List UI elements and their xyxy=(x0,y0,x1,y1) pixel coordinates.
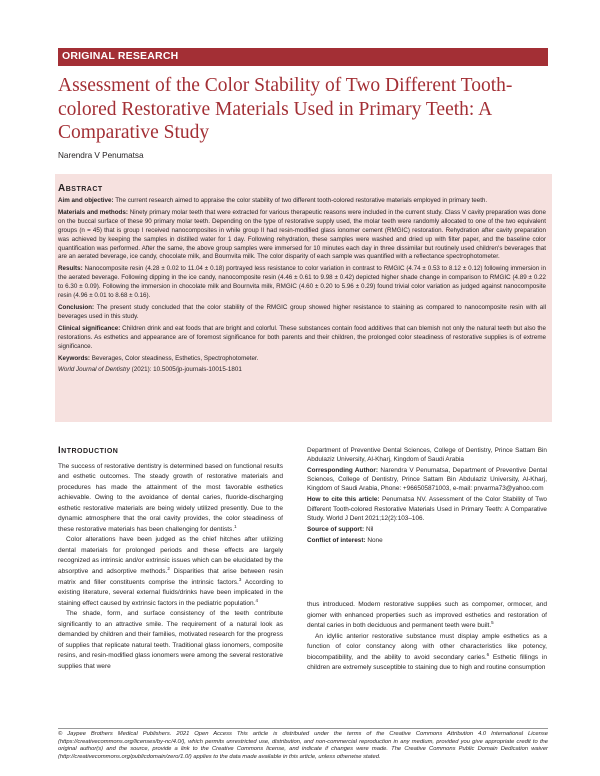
abstract-body xyxy=(58,197,546,378)
abstract-citation: World Journal of Dentistry (2021): 10.5005/jp-journals-10015-1801 xyxy=(58,366,242,374)
abstract-results: Results: Nanocomposite resin (4.28 ± 0.02 to 11.04 ± 0.18) portrayed less resistance to color variation in contrast to RMGIC (4.74 ± 0.53 to 8.12 ± 0.12) following immersion in the aerated beverage. Following dipping in the ice candy, nanocomposite resin (4.46 ± 0.61 to 9.98 ± 0.42) depicted higher shade change in comparison to RMGIC (4.89 ± 0.22 to 6.30 ± 0.09). Following the immersion in chocolate milk and Bournvita milk, RMGIC (4.60 ± 0.20 to 5.96 ± 0.29) found trivial color variation as judged against nanocomposite resin (4.96 ± 0.01 to 8.68 ± 0.16). xyxy=(58,265,546,300)
left-column xyxy=(58,446,283,672)
intro-paragraph-1: The success of restorative dentistry is determined based on functional results and esthetic outcomes. The steady growth of restorative materials and procedures has made the attainment of the most favorable esthetics achievable. Owing to the avoidance of dental caries, fluoride-discharging esthetic restorative materials are being widely utilized presently. Due to the dynamic atmosphere that the oral cavity provides, the color steadiness of these restorative materials has been challenging for dentists.$^1$ xyxy=(58,462,283,533)
abstract-heading: Abstract xyxy=(58,183,103,194)
right-paragraph-1: thus introduced. Modern restorative supplies such as compomer, ormocer, and giomer with enhanced properties such as improved esthetics and restoration of dental caries in both deciduous and permanent teeth were built.$^5$ xyxy=(307,601,547,630)
right-column-text xyxy=(307,600,547,674)
right-paragraph-2: An idyllic anterior restorative substance must display ample esthetics as a function of color constancy along with other characteristics like potency, biocompatibility, and the ability to avoid secondary caries.$^6$ Esthetic fillings in children are extremely susceptible to staining due to high and routine consumption xyxy=(307,632,547,672)
abstract-clinical: Clinical significance: Children drink and eat foods that are bright and colorful. These substances contain food additives that can blemish not only the natural teeth but also the restorations. As esthetics and appearance are of foremost significance for both parents and their children, the prolonged color steadiness of restorative supplies is of extreme significance. xyxy=(58,324,547,350)
affiliation: Department of Preventive Dental Sciences, College of Dentistry, Prince Sattam Bin Abdulaziz University, Al-Kharj, Kingdom of Saudi Arabia xyxy=(307,447,547,464)
author-info-block xyxy=(307,446,547,547)
abstract-aim: Aim and objective: The current research aimed to appraise the color stability of two different tooth-colored restorative materials employed in primary teeth. xyxy=(58,197,488,204)
intro-paragraph-2: Color alterations have been judged as the chief hitches after utilizing dental materials for prolonged periods and these effects are largely recognized as intrinsic and/or extrinsic issues which can be elucidated by the absorptive and adsorptive methods.$^2$ Disparities that arise between resin matrix and filler constituents comprise the intrinsic factors.$^3$ According to existing literature, several external fluids/drinks have been implicated in the staining effect caused by extrinsic factors in the pediatric population.$^4$ xyxy=(58,536,283,607)
how-to-cite: How to cite this article: Penumatsa NV. Assessment of the Color Stability of Two Different Tooth-colored Restorative Materials Used in Primary Teeth: A Comparative Study. World J Dent 2021;12(2):103–106. xyxy=(307,496,547,522)
abstract-methods: Materials and methods: Ninety primary molar teeth that were extracted for various therapeutic reasons were included in the current study. Class V cavity preparation was done on the buccal surface of these 90 primary molar teeth. Depending on the type of restorative supply used, the molar teeth were randomly allocated to one of the two equivalent groups (n = 45) that is group I received nanocomposites in while group II had resin-modified glass ionomer cement (RMGIC) restoration. Rehydration after cavity preparation was achieved by keeping the samples in distilled water for 1 day. Following rehydration, these samples were washed and dried up with filter paper, and the baseline color quantification was performed. After the same, the above group samples were immersed for 10 minutes each day in three dissimilar but routinely used children's beverages that are an aerated beverage, ice candy, chocolate milk, and Bournvita milk. The color disparity of each sample was quantified with a reflectance spectrophotometer. xyxy=(58,208,546,261)
introduction-heading: Introduction xyxy=(58,445,119,456)
article-type-banner xyxy=(58,48,548,66)
license-footer: © Jaypee Brothers Medical Publishers. 2021 Open Access This article is distributed under the terms of the Creative Commons Attribution 4.0 International License (https://creativecommons.org/licenses/by-nc/4.0/), which permits unrestricted use, distribution, and non-commercial reproduction in any medium, provided you give appropriate credit to the original author(s) and the source, provide a link to the Creative Commons license, and indicate if changes were made. The Creative Commons Public Domain Dedication waiver (http://creativecommons.org/publicdomain/zero/1.0/) applies to the data made available in this article, unless otherwise stated. xyxy=(58,728,548,761)
abstract-conclusion: Conclusion: The present study concluded that the color stability of the RMGIC group showed higher resistance to staining as compared to nanocomposite resin with all beverages used in this study. xyxy=(58,303,546,320)
corresponding-author: Corresponding Author: Narendra V Penumatsa, Department of Preventive Dental Sciences, College of Dentistry, Prince Sattam Bin Abdulaziz University, Al-Kharj, Kingdom of Saudi Arabia, Phone: +966505871003, e-mail: pnvarma73@yahoo.com xyxy=(307,467,548,493)
abstract-keywords: Keywords: Beverages, Color steadiness, Esthetics, Spectrophotometer. xyxy=(58,354,259,362)
article-title: Assessment of the Color Stability of Two Different Tooth-colored Restorative Materials Used in Primary Teeth: A Comparative Study xyxy=(58,75,513,143)
article-type-label: ORIGINAL RESEARCH xyxy=(62,50,179,62)
author-name: Narendra V Penumatsa xyxy=(58,151,144,160)
conflict-of-interest: Conflict of interest: None xyxy=(307,536,383,544)
source-of-support: Source of support: Nil xyxy=(307,525,374,533)
intro-paragraph-3: The shade, form, and surface consistency of the teeth contribute significantly to an attractive smile. The requirement of a natural look as demanded by children and their families, motivated research for the progress of supplies that replicate natural teeth. Traditional glass ionomers, composite resins, and resin-modified glass ionomers were among the several restorative supplies that were xyxy=(58,610,283,670)
